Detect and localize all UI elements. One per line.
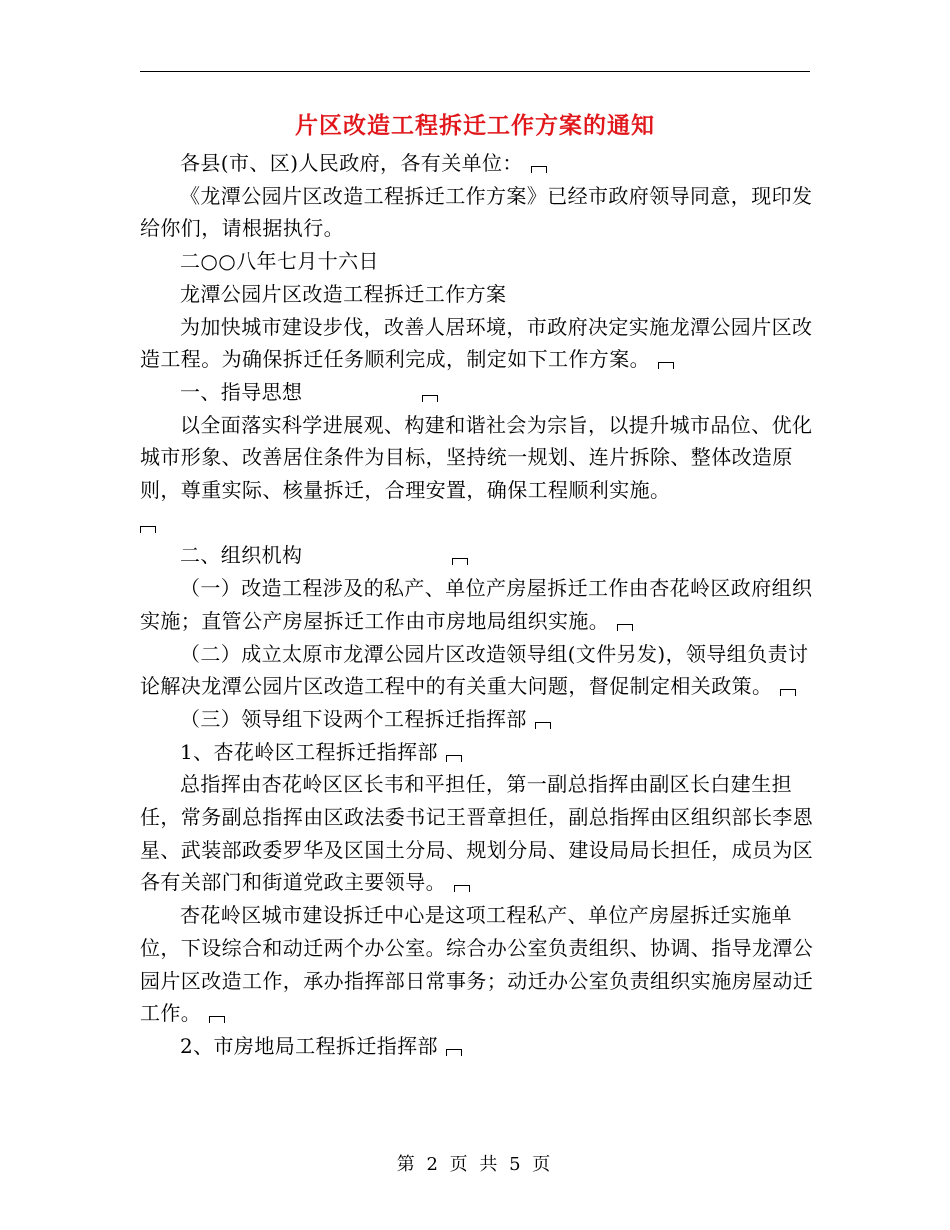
paragraph: 以全面落实科学进展观、构建和谐社会为宗旨，以提升城市品位、优化城市形象、改善居住条件为目标，坚持统一规划、连片拆除、整体改造原则，尊重实际、核量拆迁，合理安置，确保工程顺利实施。 [140, 412, 813, 503]
paragraph: （一）改造工程涉及的私产、单位产房屋拆迁工作由杏花岭区政府组织实施；直管公产房屋拆迁工作由市房地局组织实施。 [140, 576, 813, 633]
paragraph-mark-icon [658, 362, 674, 369]
section-heading: 一、指导思想 [140, 376, 820, 409]
header-rule [140, 71, 810, 72]
paragraph: 各县(市、区)人民政府，各有关单位： [140, 147, 820, 180]
paragraph-mark-icon [531, 166, 547, 173]
paragraph-mark-icon [617, 624, 633, 631]
document-body [140, 147, 820, 1063]
paragraph: 2、市房地局工程拆迁指挥部 [140, 1030, 820, 1063]
paragraph-mark-icon [422, 395, 438, 402]
paragraph: 杏花岭区城市建设拆迁中心是这项工程私产、单位产房屋拆迁实施单位，下设综合和动迁两个办公室。综合办公室负责组织、协调、指导龙潭公园片区改造工作，承办指挥部日常事务；动迁办公室负责组织实施房屋动迁工作。 [140, 903, 814, 1026]
paragraph-mark-icon [209, 1016, 225, 1023]
section-heading: 二、组织机构 [140, 539, 820, 572]
paragraph: （三）领导组下设两个工程拆迁指挥部 [140, 703, 820, 736]
paragraph-mark-icon [452, 558, 468, 565]
paragraph: （二）成立太原市龙潭公园片区改造领导组(文件另发)，领导组负责讨论解决龙潭公园片区改造工程中的有关重大问题，督促制定相关政策。 [140, 641, 809, 699]
paragraph: 总指挥由杏花岭区区长韦和平担任，第一副总指挥由副区长白建生担任，常务副总指挥由区政法委书记王晋章担任，副总指挥由区组织部长李恩星、武装部政委罗华及区国土分局、规划分局、建设局局长担任，成员为区各有关部门和街道党政主要领导。 [140, 772, 814, 895]
page-footer: 第 2 页 共 5 页 [396, 1154, 554, 1175]
paragraph-mark-icon [140, 526, 156, 533]
paragraph-mark-icon [535, 722, 551, 729]
paragraph-mark-icon [446, 1049, 462, 1056]
paragraph: 二○○八年七月十六日 [180, 249, 379, 274]
paragraph-mark-icon [780, 689, 796, 696]
paragraph: 《龙潭公园片区改造工程拆迁工作方案》已经市政府领导同意，现印发给你们，请根据执行。 [140, 183, 813, 241]
paragraph: 1、杏花岭区工程拆迁指挥部 [140, 736, 820, 769]
paragraph: 为加快城市建设步伐，改善人居环境，市政府决定实施龙潭公园片区改造工程。为确保拆迁任务顺利完成，制定如下工作方案。 [140, 314, 813, 372]
document-title: 片区改造工程拆迁工作方案的通知 [295, 112, 655, 139]
paragraph-mark-icon [446, 755, 462, 762]
paragraph: 龙潭公园片区改造工程拆迁工作方案 [180, 281, 507, 306]
paragraph-mark-icon [454, 885, 470, 892]
